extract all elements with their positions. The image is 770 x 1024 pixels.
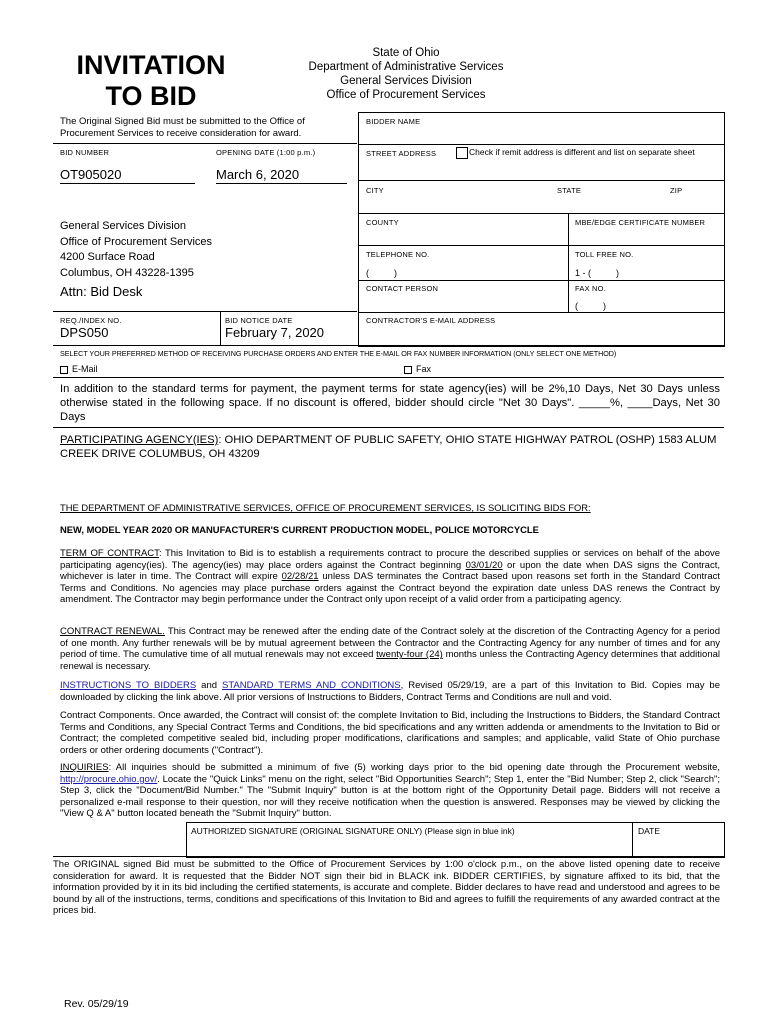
req-index-value: DPS050 xyxy=(60,325,109,340)
instructions-to-bidders-link[interactable]: INSTRUCTIONS TO BIDDERS xyxy=(60,680,197,691)
toll-free-input[interactable]: 1 - ( ) xyxy=(575,268,620,278)
mbe-edge-label: MBE/EDGE CERTIFICATE NUMBER xyxy=(575,218,706,227)
remit-address-text: Check if remit address is different and list on separate sheet xyxy=(469,147,695,157)
inquiries-paragraph xyxy=(60,762,720,820)
fax-input[interactable]: ( ) xyxy=(575,301,606,311)
item-description: NEW, MODEL YEAR 2020 OR MANUFACTURER'S CURRENT PRODUCTION MODEL, POLICE MOTORCYCLE xyxy=(60,524,539,535)
city-label: CITY xyxy=(366,186,384,195)
fax-option[interactable] xyxy=(404,364,431,374)
date-label: DATE xyxy=(638,826,661,836)
renewal-months: twenty-four (24) xyxy=(376,649,443,661)
term-text: or upon the date when DAS signs the Contract, whichever is later in time. The Contract will expire xyxy=(60,559,720,583)
email-option-label: E-Mail xyxy=(72,364,98,374)
instructions-text: , Revised 05/29/19, are a part of this Invitation to Bid. Copies may be downloaded by clicking the link above. All prior versions of Instructions to Bidders, Contract Terms and Conditions are null and void. xyxy=(60,680,720,703)
zip-label: ZIP xyxy=(670,186,683,195)
header-line: Department of Administrative Services xyxy=(308,61,504,73)
telephone-label: TELEPHONE NO. xyxy=(366,250,430,259)
standard-terms-link[interactable]: STANDARD TERMS AND CONDITIONS xyxy=(221,680,401,691)
term-label: TERM OF CONTRACT xyxy=(60,548,159,559)
opening-date-label: OPENING DATE (1:00 p.m.) xyxy=(216,148,316,157)
bid-number-value: OT905020 xyxy=(60,167,122,182)
term-text: unless DAS terminates the Contract based upon reasons set forth in the Standard Contract Terms and Conditions. No agencies may place purchase orders against the Contract beyond the expiration date unless DAS renews the Contract by amendment. The Contractor may begin performance under the Contract only upon receipt of a valid order from a participating agency. xyxy=(60,571,720,606)
method-prompt: SELECT YOUR PREFERRED METHOD OF RECEIVING PURCHASE ORDERS AND ENTER THE E-MAIL OR FAX NUMBER INFORMATION (ONLY SELECT ONE METHOD) xyxy=(60,349,617,358)
inquiries-label: INQUIRIES xyxy=(60,762,109,773)
email-checkbox[interactable] xyxy=(60,366,68,374)
opening-date-value: March 6, 2020 xyxy=(216,167,300,182)
contact-person-input[interactable] xyxy=(360,293,566,311)
address-line: Columbus, OH 43228-1395 xyxy=(60,266,194,279)
address-line: General Services Division xyxy=(60,220,186,232)
fax-checkbox[interactable] xyxy=(404,366,412,374)
bidder-name-label: BIDDER NAME xyxy=(366,117,421,126)
signature-field[interactable] xyxy=(188,838,630,855)
header-line: General Services Division xyxy=(340,75,472,87)
date-field[interactable] xyxy=(634,838,722,855)
revision-date: Rev. 05/29/19 xyxy=(64,998,129,1010)
payment-terms: In addition to the standard terms for payment, the payment terms for state agency(ies) will be 2%,10 Days, Net 30 Days unless otherwise stated in the following space. If no discount is offered, bidder should circle "Net 30 Days". _____%, ____Days, Net 30 Days xyxy=(60,383,720,423)
procure-website-link[interactable]: http://procure.ohio.gov/ xyxy=(60,773,158,785)
contract-renewal xyxy=(60,626,720,672)
certification-text: The ORIGINAL signed Bid must be submitted to the Office of Procurement Services by 1:00 o'clock p.m., on the above listed opening date to receive consideration for award. It is requested that the Bidder NOT sign their bid in BLACK ink. BIDDER CERTIFIES, by signature affixed to its bid, that the information provided by it in its bid including the certified statements, is accurate and complete. Bidder declares to have read and understood and agrees to be bound by all of the instructions, terms, conditions and specifications of this Invitation to Bid and agrees to fulfill the requirements of any awarded contract at the prices bid. xyxy=(53,859,720,917)
email-address-input[interactable] xyxy=(360,325,722,343)
agency-label: PARTICIPATING AGENCY(IES) xyxy=(60,434,219,446)
term-of-contract xyxy=(60,548,720,606)
title-line-1: INVITATION xyxy=(76,50,226,80)
mailing-address xyxy=(60,219,212,281)
bid-notice-date-value: February 7, 2020 xyxy=(225,325,325,340)
email-option[interactable] xyxy=(60,364,98,374)
document-title xyxy=(60,50,242,112)
address-line: Office of Procurement Services xyxy=(60,235,213,248)
state-label: STATE xyxy=(557,186,582,195)
title-line-2: TO BID xyxy=(105,81,197,111)
renewal-text: This Contract may be renewed after the ending date of the Contract solely at the discretion of the Contracting Agency for a period of one month. Any further renewals will be by mutual agreement between the Contractor and the Contracting Agency for any number of times and for any period of time. The cumulative time of all mutual renewals may not exceed xyxy=(60,626,720,661)
submission-notice: The Original Signed Bid must be submitted to the Office of Procurement Services to receive consideration for award. xyxy=(60,116,305,139)
attention-line: Attn: Bid Desk xyxy=(60,284,143,299)
term-text: : This Invitation to Bid is to establish a requirements contract to procure the described supplies or services on behalf of the above participating agency(ies). The agency(ies) may place orders against the Contract beginning xyxy=(60,548,721,571)
email-address-label: CONTRACTOR'S E-MAIL ADDRESS xyxy=(366,316,496,325)
soliciting-heading: THE DEPARTMENT OF ADMINISTRATIVE SERVICES, OFFICE OF PROCUREMENT SERVICES, IS SOLICITING BIDS FOR: xyxy=(60,502,591,513)
telephone-input[interactable]: ( ) xyxy=(366,268,397,278)
instructions-paragraph xyxy=(60,680,720,703)
fax-option-label: Fax xyxy=(416,364,432,374)
inquiries-text: . Locate the "Quick Links" menu on the right, select "Bid Opportunities Search"; Step 1, enter the "Bid Number; Step 2, click "Search"; Step 3, click the "Document/Bid Number." The "Submit Inquiry" button is at the bottom right of the Opportunity Detail page. Bidders will not receive a personalized e-mail response to their question, nor will they receive notification when the question is answered. Responses may be viewed by clicking the "View Q & A" button located beneath the "Submit Inquiry" button. xyxy=(60,773,720,820)
participating-agency xyxy=(60,433,720,461)
renewal-text: months unless the Contracting Agency determines that additional renewal is necessary. xyxy=(60,649,720,672)
contact-person-label: CONTACT PERSON xyxy=(366,284,439,293)
county-input[interactable] xyxy=(360,227,566,244)
req-index-label: REQ./INDEX NO. xyxy=(60,316,122,325)
renewal-label: CONTRACT RENEWAL. xyxy=(60,626,165,637)
county-label: COUNTY xyxy=(366,218,399,227)
header-line: State of Ohio xyxy=(372,47,440,59)
street-address-input[interactable] xyxy=(360,160,722,179)
address-line: 4200 Surface Road xyxy=(60,251,155,263)
instructions-text: and xyxy=(196,680,222,691)
contract-components: Contract Components. Once awarded, the Contract will consist of: the complete Invitation to Bid, including the Instructions to Bidders, the Standard Contract Terms and Conditions, any Special Contract Terms and Conditions, the bid specifications and any written addenda or amendments to the Invitation to Bid or Contract; the completed competitive sealed bid, including proper modifications, clarifications and samples; and applicable, valid State of Ohio purchase orders or other ordering documents ("Contract"). xyxy=(60,710,720,756)
mbe-edge-input[interactable] xyxy=(570,227,722,244)
bidder-name-input[interactable] xyxy=(360,126,722,143)
agency-header xyxy=(290,46,522,102)
term-expire-date: 02/28/21 xyxy=(281,571,319,583)
city-state-zip-input[interactable] xyxy=(360,195,722,212)
term-start-date: 03/01/20 xyxy=(465,559,503,571)
inquiries-text: : All inquiries should be submitted a minimum of five (5) working days prior to the bid opening date through the Procurement website, xyxy=(108,762,720,773)
header-line: Office of Procurement Services xyxy=(326,89,486,101)
street-address-label: STREET ADDRESS xyxy=(366,149,437,158)
toll-free-label: TOLL FREE NO. xyxy=(575,250,634,259)
bid-notice-date-label: BID NOTICE DATE xyxy=(225,316,293,325)
fax-label: FAX NO. xyxy=(575,284,606,293)
bid-number-label: BID NUMBER xyxy=(60,148,110,157)
remit-address-checkbox[interactable] xyxy=(456,147,468,159)
signature-label: AUTHORIZED SIGNATURE (ORIGINAL SIGNATURE ONLY) (Please sign in blue ink) xyxy=(191,826,515,836)
agency-text: : OHIO DEPARTMENT OF PUBLIC SAFETY, OHIO STATE HIGHWAY PATROL (OSHP) 1583 ALUM CREEK DRIVE COLUMBUS, OH 43209 xyxy=(60,434,717,460)
